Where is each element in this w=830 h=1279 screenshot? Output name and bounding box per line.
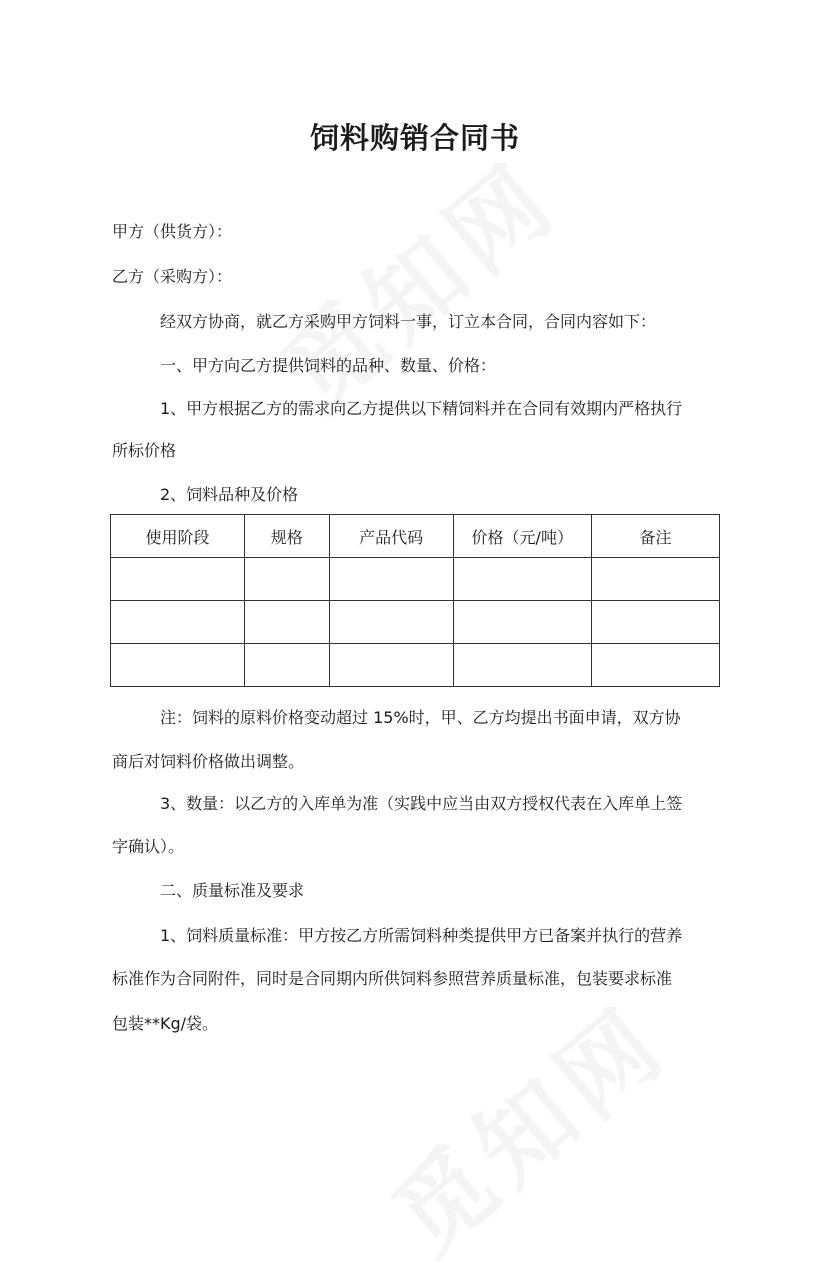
table-cell	[245, 601, 329, 644]
price-table	[110, 514, 720, 687]
note-line1: 注：饲料的原料价格变动超过 15%时，甲、乙方均提出书面申请，双方协	[160, 708, 681, 727]
table-row	[111, 558, 720, 601]
table-row	[111, 644, 720, 687]
party-a-line: 甲方（供货方）：	[112, 222, 233, 241]
table-cell	[111, 601, 245, 644]
table-cell	[245, 644, 329, 687]
section1-heading: 一、甲方向乙方提供饲料的品种、数量、价格：	[160, 356, 497, 375]
table-cell	[591, 601, 719, 644]
table-cell	[591, 558, 719, 601]
table-row	[111, 601, 720, 644]
header-stage: 使用阶段	[111, 515, 245, 558]
quality-line3: 包装**Kg/袋。	[112, 1014, 219, 1033]
item3-line2: 字确认）。	[112, 837, 185, 856]
table-cell	[329, 601, 453, 644]
watermark-bottom	[360, 970, 692, 1279]
quality-line1: 1、饲料质量标准：甲方按乙方所需饲料种类提供甲方已备案并执行的营养	[160, 926, 683, 945]
note-line2: 商后对饲料价格做出调整。	[112, 752, 305, 771]
watermark	[250, 126, 582, 435]
quality-line2: 标准作为合同附件，同时是合同期内所供饲料参照营养质量标准，包装要求标准	[112, 969, 673, 988]
header-price: 价格（元/吨）	[453, 515, 591, 558]
header-spec: 规格	[245, 515, 329, 558]
header-product-code: 产品代码	[329, 515, 453, 558]
table-cell	[591, 644, 719, 687]
table-cell	[111, 644, 245, 687]
table-cell	[453, 558, 591, 601]
item3-line1: 3、数量：以乙方的入库单为准（实践中应当由双方授权代表在入库单上签	[160, 794, 683, 813]
table-cell	[111, 558, 245, 601]
table-header-row	[111, 515, 720, 558]
table-cell	[453, 644, 591, 687]
table-cell	[329, 558, 453, 601]
table-cell	[245, 558, 329, 601]
party-b-line: 乙方（采购方）：	[112, 267, 233, 286]
table-cell	[453, 601, 591, 644]
table-cell	[329, 644, 453, 687]
intro-paragraph: 经双方协商，就乙方采购甲方饲料一事，订立本合同，合同内容如下：	[160, 312, 657, 331]
item1-line2: 所标价格	[112, 441, 177, 460]
document-title: 饲料购销合同书	[309, 121, 520, 155]
item2-heading: 2、饲料品种及价格	[160, 485, 299, 504]
section2-heading: 二、质量标准及要求	[160, 881, 305, 900]
header-remark: 备注	[591, 515, 719, 558]
item1-line1: 1、甲方根据乙方的需求向乙方提供以下精饲料并在合同有效期内严格执行	[160, 399, 683, 418]
